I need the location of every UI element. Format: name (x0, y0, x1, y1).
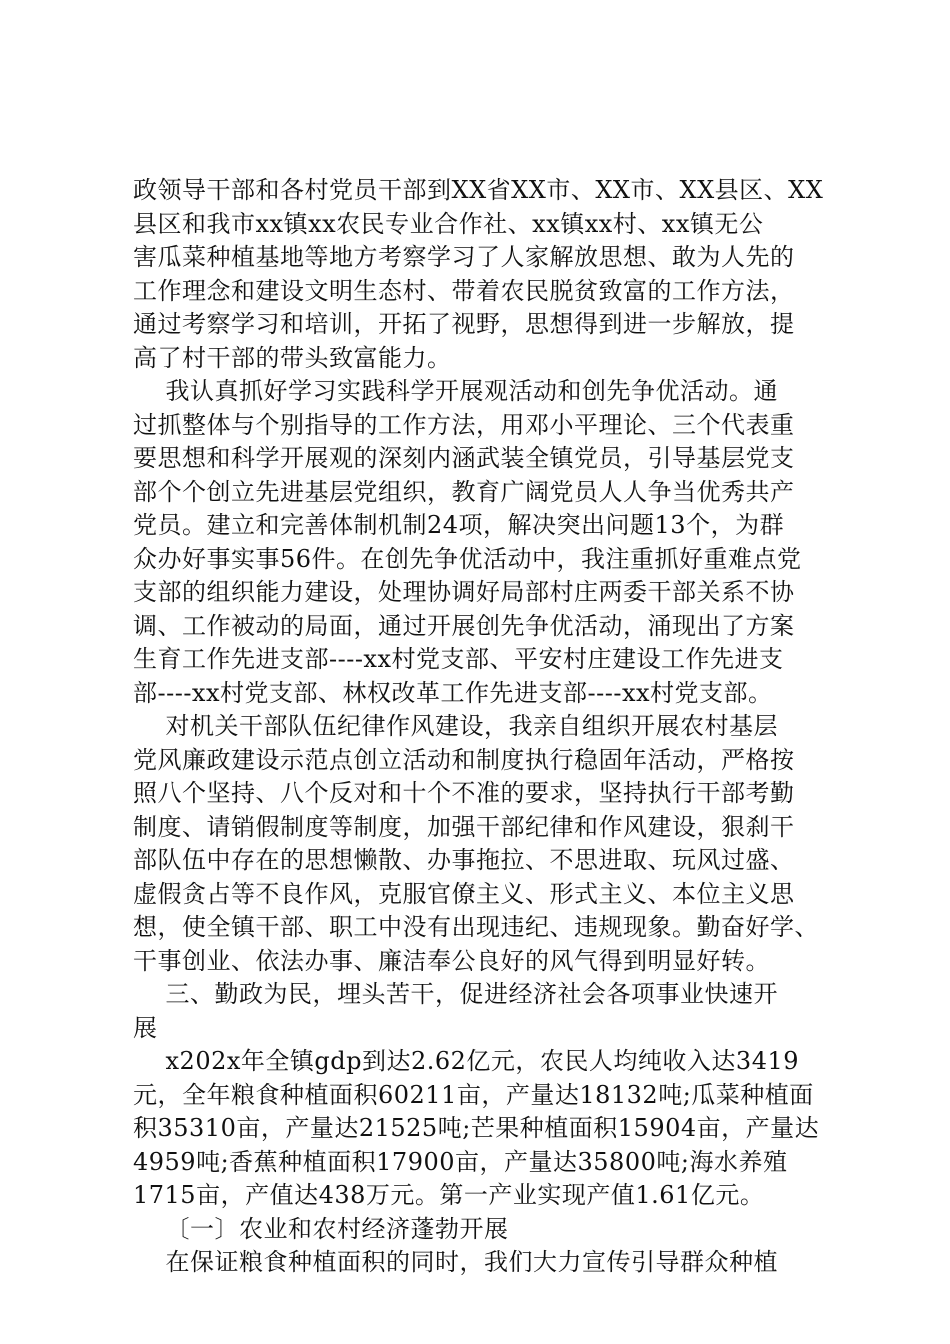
text-line: 生育工作先进支部----xx村党支部、平安村庄建设工作先进支 (133, 645, 784, 673)
text-line: 积35310亩，产量达21525吨;芒果种植面积15904亩，产量达 (133, 1114, 820, 1142)
text-line: 4959吨;香蕉种植面积17900亩，产量达35800吨;海水养殖 (133, 1147, 788, 1176)
text-line: 工作理念和建设文明生态村、带着农民脱贫致富的工作方法， (133, 276, 795, 305)
text-line: 部队伍中存在的思想懒散、办事拖拉、不思进取、玩风过盛、 (133, 846, 795, 874)
text-line: 调、工作被动的局面，通过开展创先争优活动，涌现出了方案 (133, 611, 795, 640)
text-line: 党风廉政建设示范点创立活动和制度执行稳固年活动，严格按 (133, 745, 795, 774)
text-line: 我认真抓好学习实践科学开展观活动和创先争优活动。通 (133, 377, 779, 405)
subsection-heading-line: 〔一〕农业和农村经济蓬勃开展 (133, 1214, 509, 1243)
text-line: 1715亩，产值达438万元。第一产业实现产值1.61亿元。 (133, 1181, 765, 1209)
text-line: 害瓜菜种植基地等地方考察学习了人家解放思想、敢为人先的 (133, 243, 795, 271)
text-line: 元，全年粮食种植面积60211亩，产量达18132吨;瓜菜种植面 (133, 1080, 814, 1109)
text-line: 政领导干部和各村党员干部到XX省XX市、XX市、XX县区、XX (133, 176, 824, 204)
text-line: 在保证粮食种植面积的同时，我们大力宣传引导群众种植 (133, 1248, 779, 1276)
section-heading-line: 展 (133, 1013, 158, 1042)
text-line: 党员。建立和完善体制机制24项，解决突出问题13个，为群 (133, 511, 785, 539)
text-line: 照八个坚持、八个反对和十个不准的要求，坚持执行干部考勤 (133, 779, 795, 807)
text-line: 虚假贪占等不良作风，克服官僚主义、形式主义、本位主义思 (133, 879, 795, 908)
text-line: 部个个创立先进基层党组织，教育广阔党员人人争当优秀共产 (133, 477, 795, 506)
text-line: 支部的组织能力建设，处理协调好局部村庄两委干部关系不协 (133, 578, 795, 606)
section-heading-line: 三、勤政为民，埋头苦干，促进经济社会各项事业快速开 (133, 980, 779, 1008)
text-line: 众办好事实事56件。在创先争优活动中，我注重抓好重难点党 (133, 544, 802, 573)
text-line: 高了村干部的带头致富能力。 (133, 343, 452, 372)
document-body (133, 174, 833, 1280)
text-line: 要思想和科学开展观的深刻内涵武装全镇党员，引导基层党支 (133, 444, 795, 472)
text-line: 过抓整体与个别指导的工作方法，用邓小平理论、三个代表重 (133, 410, 795, 439)
text-line: 部----xx村党支部、林权改革工作先进支部----xx村党支部。 (133, 678, 773, 707)
text-line: 想，使全镇干部、职工中没有出现违纪、违规现象。勤奋好学、 (133, 913, 819, 941)
text-line: 县区和我市xx镇xx农民专业合作社、xx镇xx村、xx镇无公 (133, 209, 764, 238)
text-line: 对机关干部队伍纪律作风建设，我亲自组织开展农村基层 (133, 712, 779, 740)
text-line: 制度、请销假制度等制度，加强干部纪律和作风建设，狠刹干 (133, 812, 795, 841)
text-line: x202x年全镇gdp到达2.62亿元，农民人均纯收入达3419 (133, 1047, 799, 1075)
text-line: 干事创业、依法办事、廉洁奉公良好的风气得到明显好转。 (133, 946, 770, 975)
text-line: 通过考察学习和培训，开拓了视野，思想得到进一步解放，提 (133, 310, 795, 338)
